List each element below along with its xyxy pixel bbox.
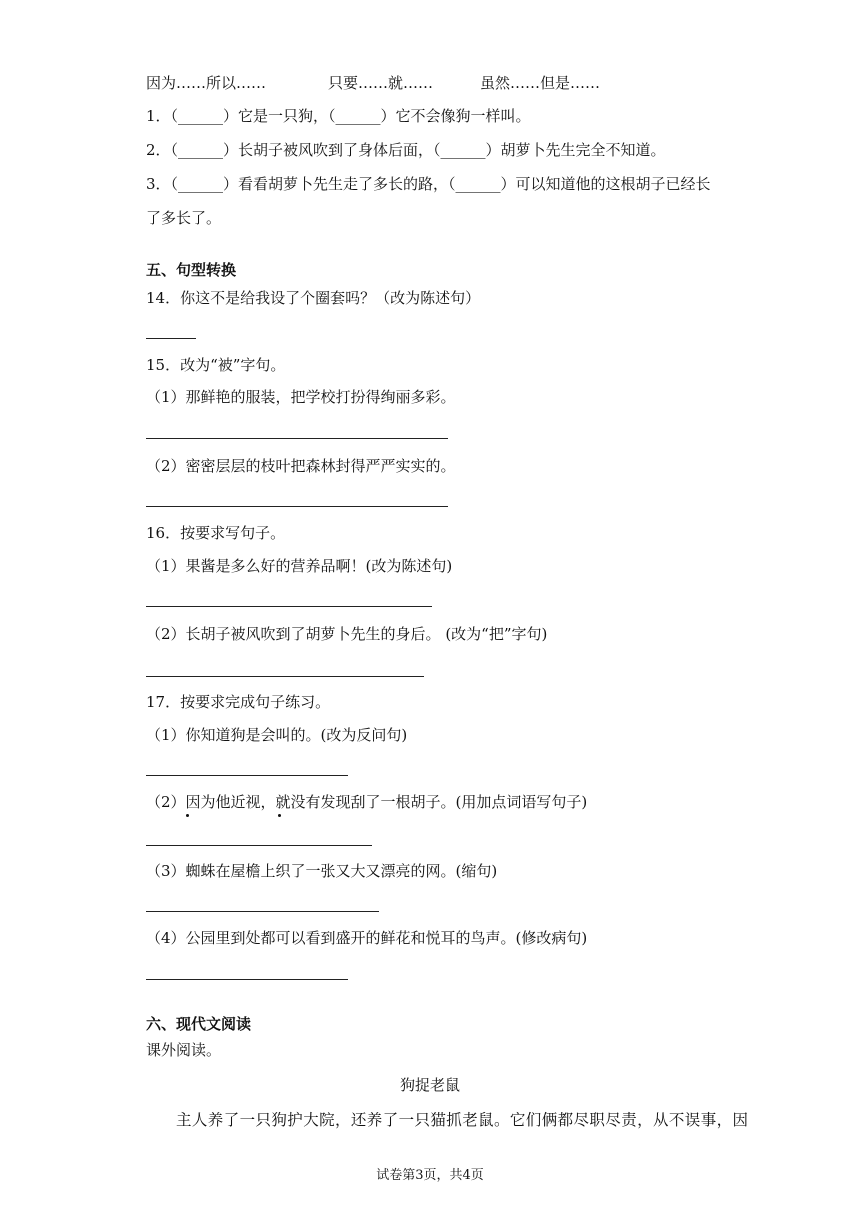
answer-line-15-2 (146, 506, 448, 507)
question-17-4: （4）公园里到处都可以看到盛开的鲜花和悦耳的鸟声。(修改病句) (146, 929, 588, 947)
section-5-heading: 五、句型转换 (146, 261, 237, 279)
conjunction-option-2: 只要……就…… (328, 74, 434, 92)
question-17: 17．按要求完成句子练习。 (146, 693, 331, 711)
answer-line-16-2 (146, 676, 424, 677)
story-title: 狗捉老鼠 (399, 1076, 460, 1094)
answer-line-17-4 (146, 979, 348, 980)
reading-intro: 课外阅读。 (146, 1041, 222, 1059)
question-16: 16．按要求写句子。 (146, 524, 286, 542)
answer-line-15-1 (146, 438, 448, 439)
fill-question-1: 1．（______）它是一只狗，（______）它不会像狗一样叫。 (146, 107, 531, 125)
story-paragraph-1: 主人养了一只狗护大院，还养了一只猫抓老鼠。它们俩都尽职尽责，从不误事，因 (176, 1111, 749, 1129)
question-17-2: （2）因为他近视，就没有发现刮了一根胡子。(用加点词语写句子) (146, 793, 588, 811)
question-17-3: （3）蜘蛛在屋檐上织了一张又大又漂亮的网。(缩句) (146, 862, 498, 880)
fill-question-3-line1: 3．（______）看看胡萝卜先生走了多长的路，（______）可以知道他的这根胡子已经长 (146, 175, 711, 193)
answer-line-17-2 (146, 845, 372, 846)
question-15-2: （2）密密层层的枝叶把森林封得严严实实的。 (146, 457, 456, 475)
emphasis-dot (278, 814, 281, 817)
fill-question-2: 2．（______）长胡子被风吹到了身体后面，（______）胡萝卜先生完全不知道。 (146, 141, 666, 159)
answer-line-16-1 (146, 606, 432, 607)
section-6-heading: 六、现代文阅读 (146, 1015, 252, 1033)
answer-line-14 (146, 338, 196, 339)
question-15: 15．改为“被”字句。 (146, 356, 286, 374)
question-16-2: （2）长胡子被风吹到了胡萝卜先生的身后。 (改为“把”字句) (146, 625, 548, 643)
answer-line-17-3 (146, 911, 379, 912)
question-17-1: （1）你知道狗是会叫的。(改为反问句) (146, 726, 408, 744)
question-16-1: （1）果酱是多么好的营养品啊！(改为陈述句) (146, 557, 453, 575)
answer-line-17-1 (146, 775, 348, 776)
page-footer: 试卷第3页，共4页 (376, 1168, 484, 1183)
emphasis-dot (186, 814, 189, 817)
conjunction-option-3: 虽然……但是…… (480, 74, 601, 92)
question-14: 14．你这不是给我设了个圈套吗？（改为陈述句） (146, 289, 481, 307)
fill-question-3-line2: 了多长了。 (146, 209, 222, 227)
conjunction-option-1: 因为……所以…… (146, 74, 267, 92)
question-15-1: （1）那鲜艳的服装，把学校打扮得绚丽多彩。 (146, 388, 456, 406)
